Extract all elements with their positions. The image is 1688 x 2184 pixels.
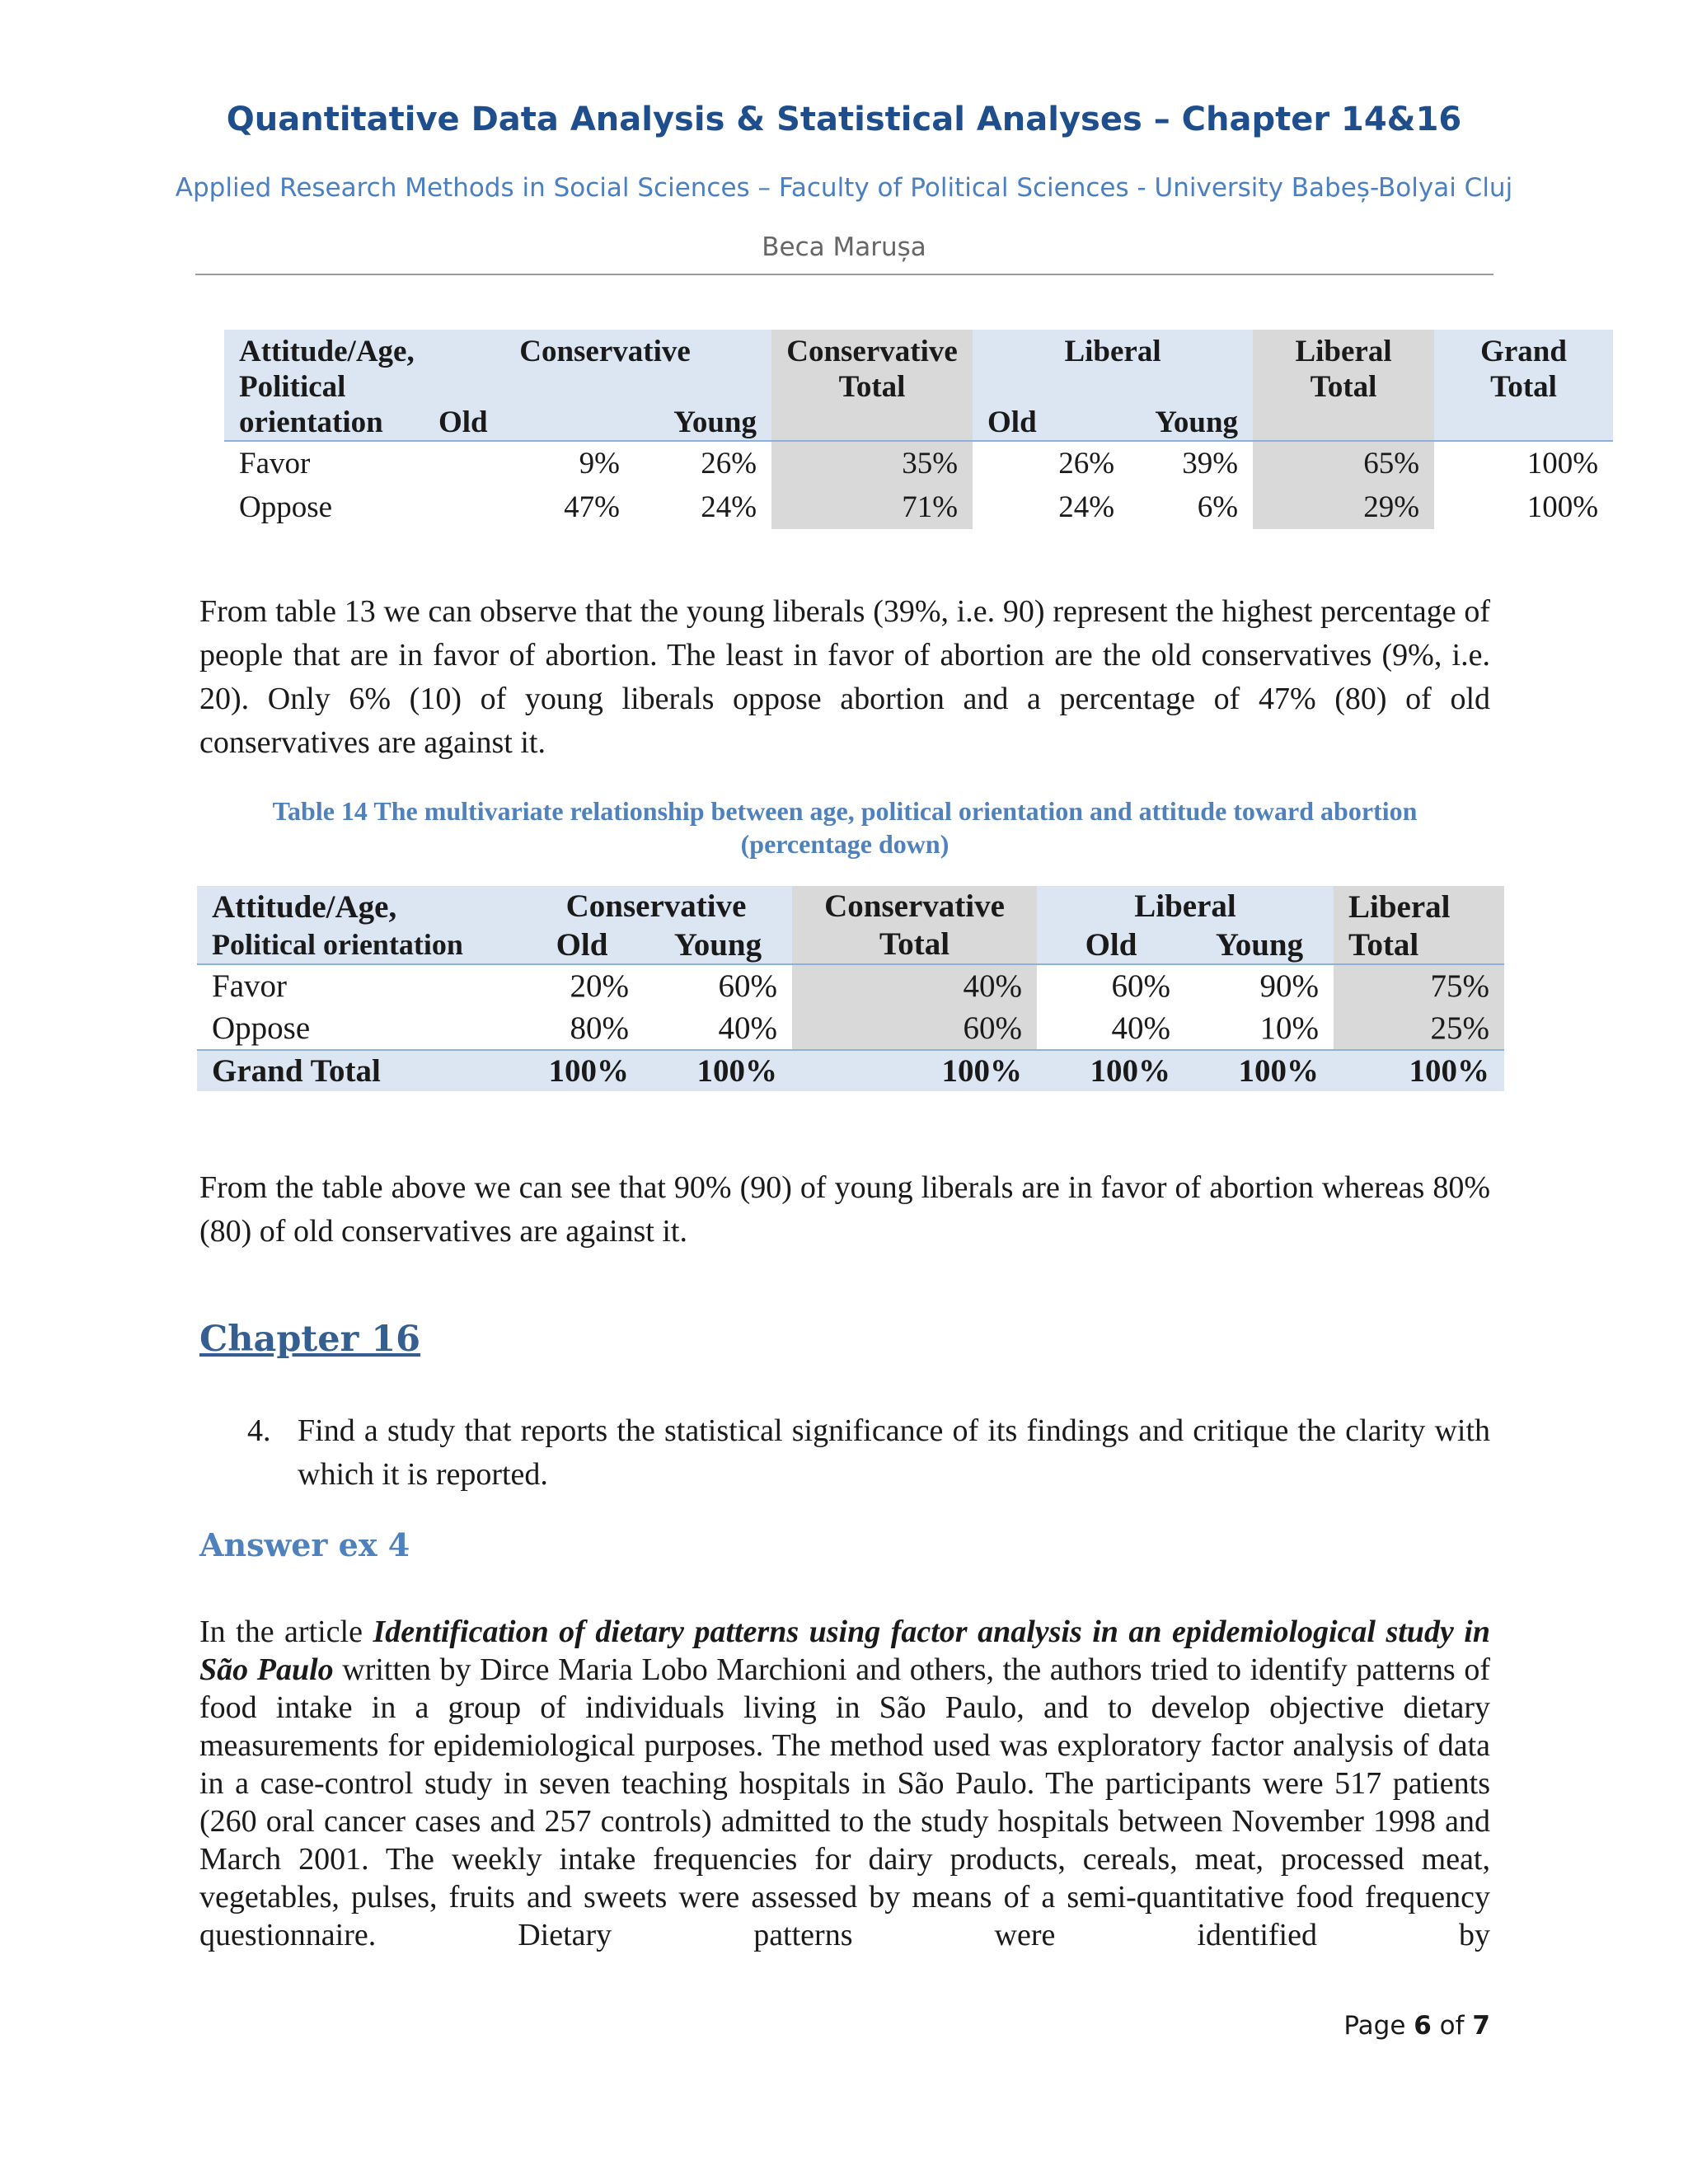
footer-page-number: 6 [1414, 2011, 1432, 2041]
t13-head-grand-total-2: Total [1434, 369, 1613, 405]
table-row [224, 441, 1613, 485]
t14-grand-lib-young: 100% [1185, 1050, 1334, 1091]
t14-head-conservative: Conservative [520, 886, 792, 926]
t14-favor-lib-old: 60% [1111, 968, 1171, 1004]
t13-oppose-cons-total: 71% [771, 485, 973, 529]
t13-oppose-lib-old: 24% [1058, 490, 1115, 524]
t14-grand-lib-total: 100% [1334, 1050, 1504, 1091]
t13-oppose-lib-young: 6% [1197, 490, 1239, 524]
article-title: Identification of dietary patterns using factor analysis in an epidemiological study in São Paulo [199, 1615, 1490, 1687]
chapter-heading: Chapter 16 [199, 1319, 421, 1360]
t13-head-cons-young: Young [635, 405, 771, 441]
t14-head-liberal-total-1: Liberal [1334, 886, 1504, 926]
table-14-caption [199, 794, 1490, 860]
t14-head-conservative-total-1: Conservative [792, 886, 1037, 926]
t13-oppose-grand: 100% [1526, 490, 1599, 524]
t13-oppose-lib-total: 29% [1253, 485, 1434, 529]
t14-favor-lib-total: 75% [1334, 964, 1504, 1007]
t13-head-conservative: Conservative [438, 330, 771, 369]
article-body: written by Dirce Maria Lobo Marchioni and others, the authors tried to identify patterns of food intake in a group of individuals living in São Paulo, and to develop objective dietary measurements for epidemiological purposes. The method used was exploratory factor analysis of data in a case-control study in seven teaching hospitals in São Paulo. The participants were 517 patients (260 oral cancer cases and 257 controls) admitted to the study hospitals between November 1998 and March 2001. The weekly intake frequencies for dairy products, cereals, meat, processed meat, vegetables, pulses, fruits and sweets were assessed by means of a semi-quantitative food frequency questionnaire. Dietary patterns were identified by [199, 1652, 1490, 1952]
t14-head-cons-young: Young [644, 926, 792, 964]
t13-head-liberal-total-2: Total [1253, 369, 1434, 405]
paragraph-table13: From table 13 we can observe that the young liberals (39%, i.e. 90) represent the highest percentage of people that are in favor of abortion. The least in favor of abortion are the old conservatives (9%, i.e. 20). Only 6% (10) of young liberals oppose abortion and a percentage of 47% (80) of old conservatives are against it. [199, 594, 1490, 760]
header-divider [195, 274, 1493, 275]
t14-oppose-lib-young: 10% [1259, 1010, 1320, 1046]
t14-head-liberal: Liberal [1037, 886, 1334, 926]
t13-head-liberal-total-1: Liberal [1253, 330, 1434, 369]
t13-head-label-1: Attitude/Age, [224, 330, 438, 369]
t14-oppose-label: Oppose [212, 1010, 311, 1046]
t14-oppose-cons-young: 40% [718, 1010, 778, 1046]
t14-head-lib-old: Old [1037, 926, 1185, 964]
t14-head-lib-young: Young [1185, 926, 1334, 964]
t14-oppose-lib-total: 25% [1334, 1007, 1504, 1050]
t14-favor-cons-old: 20% [570, 968, 629, 1004]
table-14 [197, 886, 1504, 1091]
t13-favor-cons-old: 9% [579, 447, 620, 480]
answer-heading: Answer ex 4 [199, 1526, 410, 1563]
question-text: Find a study that reports the statistical significance of its findings and critique the clarity with which it is reported. [298, 1413, 1490, 1492]
t13-head-grand-total-1: Grand [1434, 330, 1613, 369]
t13-head-label-3: orientation [224, 405, 438, 441]
table-row-grand-total [197, 1050, 1504, 1091]
t14-grand-cons-old: 100% [520, 1050, 644, 1091]
t13-favor-lib-young: 39% [1182, 447, 1239, 480]
t14-favor-cons-young: 60% [718, 968, 778, 1004]
t13-head-lib-young: Young [1129, 405, 1253, 441]
t13-favor-grand: 100% [1526, 447, 1599, 480]
table-13 [224, 330, 1613, 529]
caption-line-1: Table 14 The multivariate relationship between age, political orientation and attitude toward abortion [272, 796, 1418, 826]
t14-grand-cons-young: 100% [644, 1050, 792, 1091]
t14-head-label-2: Political orientation [197, 926, 520, 964]
footer-prefix: Page [1343, 2011, 1414, 2041]
t14-oppose-cons-old: 80% [570, 1010, 629, 1046]
t14-favor-cons-total: 40% [792, 964, 1037, 1007]
table-row [197, 1007, 1504, 1050]
t14-head-liberal-total-2: Total [1334, 926, 1504, 964]
t13-favor-cons-total: 35% [771, 441, 973, 485]
t14-head-conservative-total-2: Total [792, 926, 1037, 964]
t13-oppose-label: Oppose [239, 490, 333, 524]
article-intro: In the article [199, 1615, 373, 1649]
page-footer [1343, 2011, 1490, 2041]
t13-head-lib-old: Old [973, 405, 1129, 441]
header-title: Quantitative Data Analysis & Statistical Analyses – Chapter 14&16 [226, 101, 1462, 138]
t13-head-conservative-total-2: Total [771, 369, 973, 405]
t14-favor-label: Favor [212, 968, 287, 1004]
footer-of: of [1431, 2011, 1473, 2041]
t13-head-cons-old: Old [438, 405, 635, 441]
table-row [197, 964, 1504, 1007]
t14-grand-cons-total: 100% [792, 1050, 1037, 1091]
t13-favor-lib-old: 26% [1058, 447, 1115, 480]
t14-head-cons-old: Old [520, 926, 644, 964]
t13-favor-lib-total: 65% [1253, 441, 1434, 485]
t14-grand-label: Grand Total [197, 1050, 520, 1091]
t13-head-liberal: Liberal [973, 330, 1253, 369]
t13-favor-label: Favor [239, 447, 311, 480]
article-paragraph [199, 1613, 1490, 1954]
t13-head-label-2: Political [224, 369, 438, 405]
t13-oppose-cons-young: 24% [701, 490, 757, 524]
header-subtitle: Applied Research Methods in Social Sciences – Faculty of Political Sciences - University Babeș-Bolyai Cluj [175, 173, 1513, 203]
t14-grand-lib-old: 100% [1037, 1050, 1185, 1091]
question-number: 4. [247, 1413, 271, 1448]
t13-head-conservative-total-1: Conservative [771, 330, 973, 369]
t14-favor-lib-young: 90% [1259, 968, 1320, 1004]
paragraph-table14: From the table above we can see that 90% (90) of young liberals are in favor of abortion whereas 80% (80) of old conservatives are against it. [199, 1170, 1490, 1249]
t13-oppose-cons-old: 47% [564, 490, 620, 524]
t13-favor-cons-young: 26% [701, 447, 757, 480]
header-author: Beca Marușa [762, 232, 926, 262]
caption-line-2: (percentage down) [740, 829, 950, 859]
table-row [224, 485, 1613, 529]
t14-oppose-cons-total: 60% [792, 1007, 1037, 1050]
t14-oppose-lib-old: 40% [1111, 1010, 1171, 1046]
t14-head-label-1: Attitude/Age, [197, 886, 520, 926]
footer-page-total: 7 [1472, 2011, 1490, 2041]
